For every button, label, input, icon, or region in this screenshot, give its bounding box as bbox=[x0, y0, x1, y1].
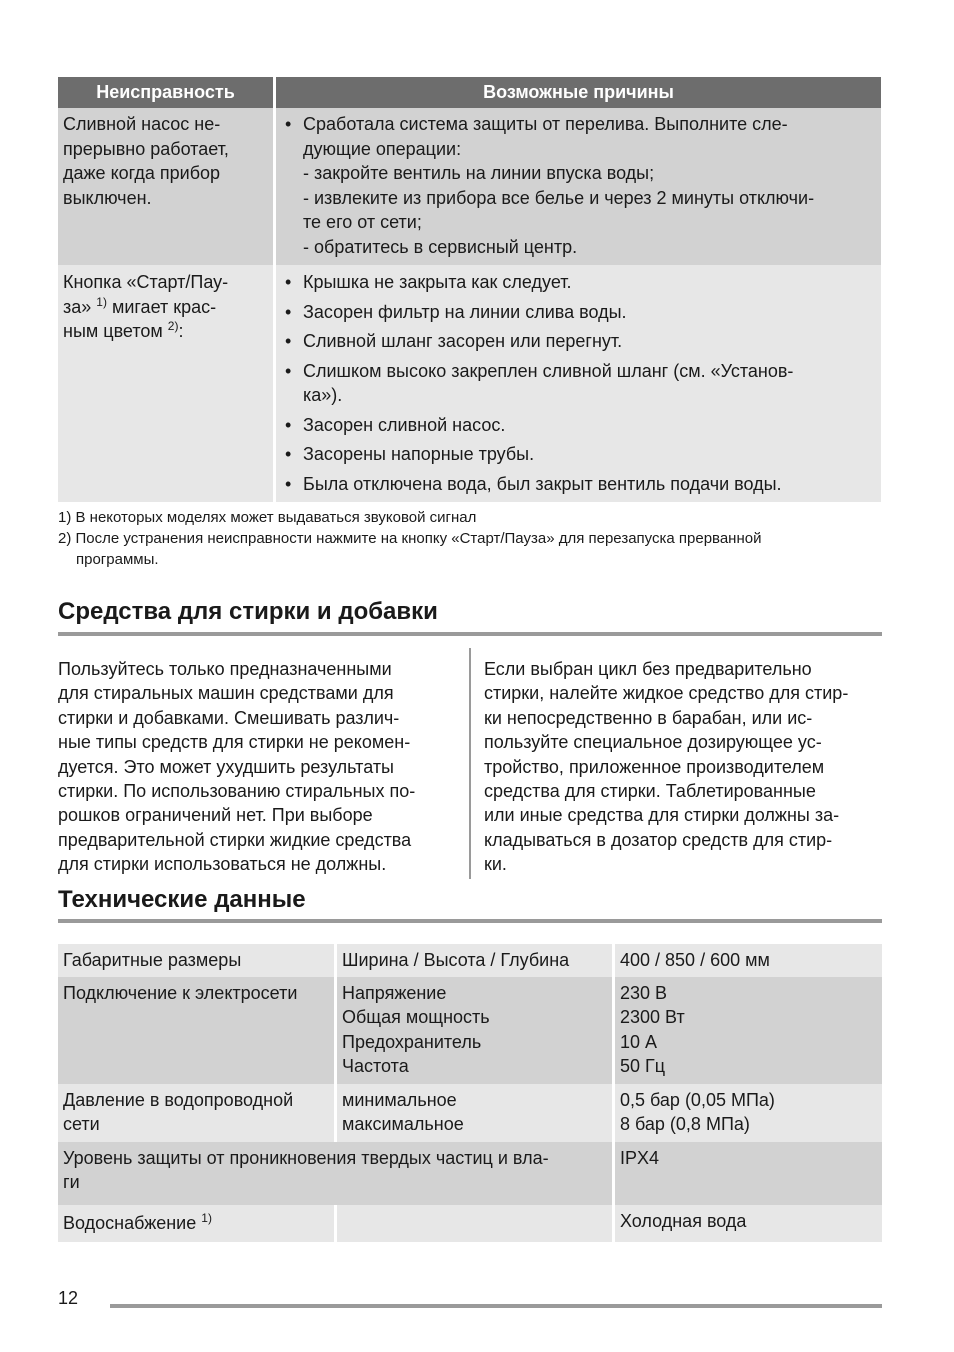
tech-data-table bbox=[58, 944, 882, 1242]
footnote-2: 2) После устранения неисправности нажмите на кнопку «Старт/Пауза» для перезапуска прерванной bbox=[58, 530, 762, 547]
table-row: Давление в водопроводной сети минимальное максимальное 0,5 бар (0,05 МПа) 8 бар (0,8 МПа) bbox=[58, 1084, 882, 1142]
footnote-ref: 1) bbox=[201, 1210, 212, 1225]
list-item: • Сработала система защиты от перелива. Выполните сле- дующие операции: - закройте вентиль на линии впуска воды; - извлеките из прибора все белье и через 2 минуты отключи- те его от сети; - обратитесь в сервисный центр. bbox=[281, 112, 876, 259]
list-item: • Сливной шланг засорен или перегнут. bbox=[281, 329, 876, 354]
detergents-right-column: Если выбран цикл без предварительно стирки, налейте жидкое средство для стир- ки непосредственно в барабан, или ис- пользуйте специальное дозирующее ус- тройство, приложенное производителем средства для стирки. Таблетированные или иные средства для стирки должны за- кладываться в дозатор средств для стир- ки. bbox=[484, 659, 849, 875]
list-item: • Засорен фильтр на линии слива воды. bbox=[281, 300, 876, 325]
list-item: • Засорены напорные трубы. bbox=[281, 442, 876, 467]
causes-cell bbox=[276, 265, 881, 502]
footnote-ref: 2) bbox=[167, 319, 179, 333]
footnote-ref: 1) bbox=[96, 294, 107, 309]
troubleshooting-table bbox=[58, 77, 881, 502]
table-row: Уровень защиты от проникновения твердых частиц и вла- ги IPX4 bbox=[58, 1142, 882, 1205]
list-item: • Была отключена вода, был закрыт вентиль подачи воды. bbox=[281, 472, 876, 497]
detergents-left-column: Пользуйтесь только предназначенными для стиральных машин средствами для стирки и добавками. Смешивать различ- ные типы средств для стирки не рекомен- дуется. Это может ухудшить результаты стирки. По использованию стиральных по- рошков ограничений нет. При выборе предварительной стирки жидкие средства для стирки использоваться не должны. bbox=[58, 659, 416, 875]
footnote-1: 1) В некоторых моделях может выдаваться звуковой сигнал bbox=[58, 509, 477, 526]
header-fault: Неисправность bbox=[58, 77, 276, 108]
section-rule bbox=[58, 919, 882, 923]
table-row: Подключение к электросети Напряжение Общая мощность Предохранитель Частота 230 В 2300 Вт 10 А 50 Гц bbox=[58, 977, 882, 1084]
table-row bbox=[58, 265, 881, 502]
list-item: • Засорен сливной насос. bbox=[281, 413, 876, 438]
section-title-detergents: Средства для стирки и добавки bbox=[58, 598, 438, 625]
causes-cell bbox=[276, 108, 881, 265]
table-row bbox=[58, 108, 881, 265]
fault-cell: Кнопка «Старт/Пау- за» $^{1)}$ мигает крас- ным цветом $^{2)}$: bbox=[58, 265, 276, 502]
table-row: Водоснабжение $^{1)}$ Холодная вода bbox=[58, 1205, 882, 1243]
list-item: • Крышка не закрыта как следует. bbox=[281, 270, 876, 295]
column-divider bbox=[469, 648, 471, 879]
list-item: • Слишком высоко закреплен сливной шланг (см. «Установ- ка»). bbox=[281, 359, 876, 408]
footer-rule bbox=[110, 1304, 882, 1308]
section-rule bbox=[58, 632, 882, 636]
fault-cell: Сливной насос не- прерывно работает, даже когда прибор выключен. bbox=[58, 108, 276, 265]
footnotes bbox=[58, 507, 888, 570]
footnote-2-continuation: программы. bbox=[76, 551, 159, 568]
table-row: Габаритные размеры Ширина / Высота / Глубина 400 / 850 / 600 мм bbox=[58, 944, 882, 977]
page-number: 12 bbox=[58, 1288, 79, 1308]
header-causes: Возможные причины bbox=[276, 77, 881, 108]
section-title-tech: Технические данные bbox=[58, 886, 306, 913]
